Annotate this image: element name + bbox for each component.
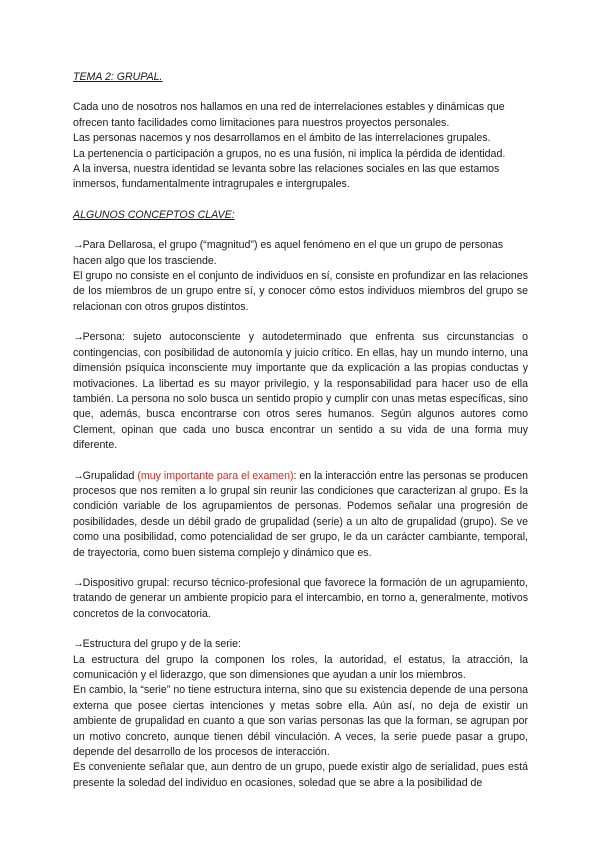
page-title: TEMA 2: GRUPAL. bbox=[73, 71, 163, 83]
concept-grupalidad-term: Grupalidad bbox=[82, 469, 135, 482]
intro-paragraph: Las personas nacemos y nos desarrollamos en el ámbito de las interrelaciones grupales. bbox=[73, 132, 491, 145]
estructura-paragraph: En cambio, la “serie” no tiene estructura interna, sino que su existencia depende de una persona externa que posee ciertas intenciones y metas sobre ella. Aún así, no deja de existir un ambiente de grupalidad en cuanto a que son varias personas las que la forman, se agrupan por un motivo concreto, aunque tienen débil vinculación. A veces, la serie puede pasar a grupo, depende del desarrollo de los procesos de interacción. bbox=[73, 684, 528, 759]
concept-grupo bbox=[73, 238, 528, 315]
concept-persona bbox=[73, 330, 528, 453]
exam-highlight: (muy importante para el examen) bbox=[137, 469, 294, 482]
arrow-icon: → bbox=[73, 469, 83, 482]
concept-grupo-body: El grupo no consiste en el conjunto de individuos en sí, consiste en profundizar en las relaciones de los miembros de un grupo entre sí, y conocer cómo estos individuos miembros del grupo se relacionan con otros grupos distintos. bbox=[73, 270, 528, 313]
intro-paragraph: Cada uno de nosotros nos hallamos en una red de interrelaciones estables y dinámicas que ofrecen tanto facilidades como limitaciones para nuestros proyectos personales. bbox=[73, 101, 505, 129]
concept-persona-text: Persona: sujeto autoconsciente y autodeterminado que enfrenta sus circunstancias o contingencias, con posibilidad de autonomía y juicio crítico. En ellas, hay un mundo interno, una dimensión psíquica inconsciente muy importante que da explicación a las propias conductas y motivaciones. La libertad es su mayor privilegio, y la responsabilidad para hacer uso de ella también. La persona no solo busca un sentido propio y cumplir con unas metas específicas, sino que, además, busca encontrarse con otros seres humanos. Según algunos autores como Clement, opinan que cada uno busca encontrar un sentido a su vida de una forma muy diferente. bbox=[73, 331, 528, 452]
concept-grupalidad-text: : en la interacción entre las personas se producen procesos que nos remiten a lo grupal sin reunir las condiciones que caracterizan al grupo. Es la condición variable de los agrupamientos de personas. Podemos señalar una progresión de posibilidades, desde un débil grado de grupalidad (serie) a un alto de grupalidad (grupo). Se ve como una posibilidad, como potencialidad de ser grupo, le da un carácter cambiante, temporal, de trayectoria, como buen sistema complejo y dinámico que es. bbox=[73, 469, 528, 559]
arrow-icon: → bbox=[73, 239, 83, 252]
section-heading: ALGUNOS CONCEPTOS CLAVE: bbox=[73, 208, 235, 221]
intro-block bbox=[73, 100, 528, 192]
intro-paragraph: A la inversa, nuestra identidad se levanta sobre las relaciones sociales en las que estamos inmersos, fundamentalmente intragrupales e intergrupales. bbox=[73, 163, 500, 191]
intro-paragraph: La pertenencia o participación a grupos, no es una fusión, ni implica la pérdida de identidad. bbox=[73, 147, 506, 160]
estructura-paragraph: La estructura del grupo la componen los roles, la autoridad, el estatus, la atracción, la comunicación y el liderazgo, que son dimensiones que ayudan a unir los miembros. bbox=[73, 653, 528, 681]
concept-estructura bbox=[73, 637, 528, 791]
estructura-paragraph: Es conveniente señalar que, aun dentro de un grupo, puede existir algo de serialidad, pues está presente la soledad del individuo en ocasiones, soledad que se abre a la posibilidad de bbox=[73, 761, 528, 789]
arrow-icon: → bbox=[73, 576, 83, 589]
concept-grupo-lead: Para Dellarosa, el grupo (“magnitud”) es aquel fenómeno en el que un grupo de personas hacen algo que los trasciende. bbox=[73, 239, 504, 267]
arrow-icon: → bbox=[73, 638, 83, 651]
concept-dispositivo-text: Dispositivo grupal: recurso técnico-profesional que favorece la formación de un agrupamiento, tratando de generar un ambiente propicio para el intercambio, en torno a, generalmente, motivos concretos de la convocatoria. bbox=[73, 576, 528, 620]
concept-grupalidad bbox=[73, 469, 528, 561]
arrow-icon: → bbox=[73, 331, 83, 344]
concept-estructura-heading: Estructura del grupo y de la serie: bbox=[82, 638, 241, 651]
concept-dispositivo bbox=[73, 576, 528, 622]
